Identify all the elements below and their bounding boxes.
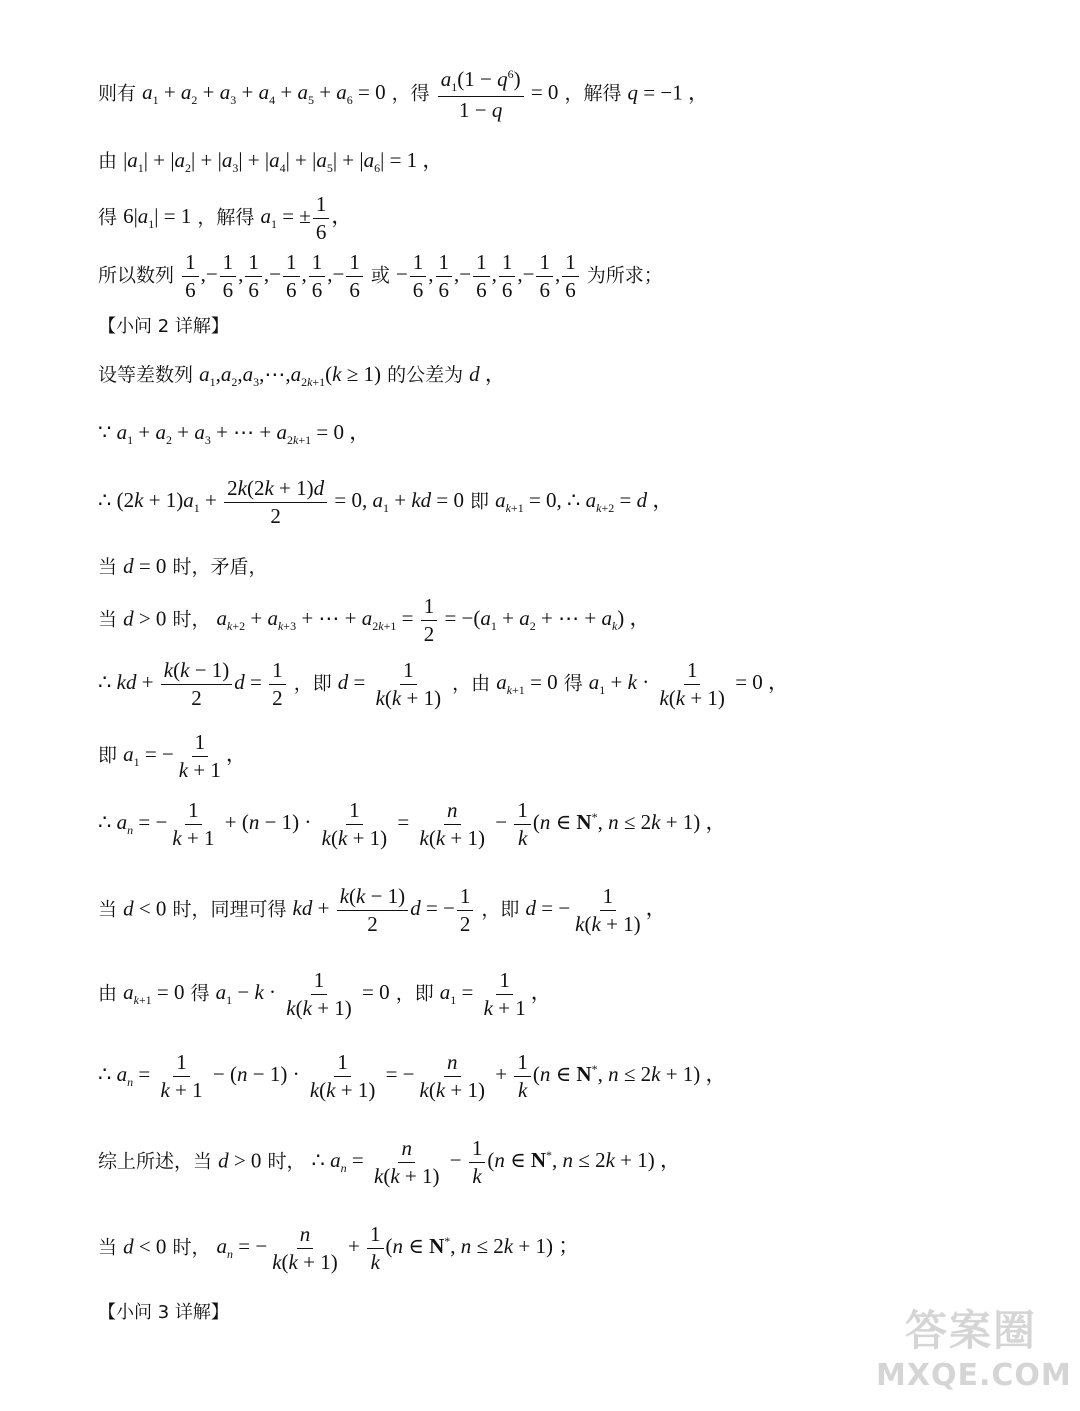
- math-expr: $a_{k+2} + a_{k+3}$ + ⋯ + $a_{2k+1}$ = $\frac{1}{2}$ = $-(a_1 + a_2$ + ⋯ + $a_k$) ，: [216, 594, 651, 646]
- math-expr: ∴ $a_n$ = $\frac{n}{k(k + 1)}$ − $\frac{1}{k}$ (n ∈ N*, n ≤ 2k + 1) ，: [311, 1136, 681, 1188]
- math-expr: d > 0: [123, 606, 167, 631]
- line-5: 设等差数列 $a_1,a_2,a_3,\cdots,a_{2k+1}(k \ge 1)$ 的公差为 d ，: [98, 362, 506, 389]
- math-expr: $a_n$ = − $\frac{n}{k(k + 1)}$ + $\frac{1}{k}$ (n ∈ N*, n ≤ 2k + 1) ；: [216, 1222, 580, 1274]
- math-expr: ∴ $a_n$ = − $\frac{1}{k + 1}$ + (n − 1) · $\frac{1}{k(k + 1)}$ = $\frac{n}{k(k + 1)}$ − $\frac{1}{k}$ (n ∈ N*, n ≤ 2k + 1) ，: [98, 798, 727, 850]
- math-expr: $a_1$ = $\frac{1}{k + 1}$ ，: [439, 968, 552, 1020]
- math-expr: ∴ $(2k + 1)a_1$ + $\frac{2k(2k + 1)d}{2}$ = 0, $a_1$ + kd = 0: [98, 476, 464, 528]
- line-4: 所以数列 $\frac{1}{6}$ ,− $\frac{1}{6}$ , $\frac{1}{6}$ ,− $\frac{1}{6}$ , $\frac{1}{6}$ ,− $\frac{1}{6}$ 或 − $\frac{1}{6}$ , $\frac{1}{6}$ ,− $\frac{1}{6}$ , $\frac{1}{6}$ ,− $\frac{1}{6}$ , $\frac{1}{6}$ 为所求；: [98, 250, 663, 302]
- math-expr: d = − $\frac{1}{k(k + 1)}$ ，: [525, 884, 667, 936]
- math-expr: ∵ $a_1 + a_2 + a_3$ + ⋯ + $a_{2k+1} = 0$ ，: [98, 420, 371, 447]
- line-15: 由 $a_{k+1} = 0$ 得 $a_1 - k$ · $\frac{1}{k(k + 1)}$ = 0 ，即 $a_1$ = $\frac{1}{k + 1}$ ，: [98, 968, 552, 1020]
- math-expr: $a_1 + k$ · $\frac{1}{k(k + 1)}$ = 0 ，: [588, 658, 790, 710]
- math-expr: d < 0: [123, 896, 167, 921]
- math-expr: $|a_1| + |a_2| + |a_3| + |a_4| + |a_5| + |a_6| = 1$ ，: [123, 148, 444, 175]
- watermark-bottom-text: MXQE.COM: [876, 1358, 1072, 1393]
- line-6: [98, 422, 370, 446]
- section-heading-3: 【小问 3 详解】: [98, 1302, 229, 1323]
- watermark-logo: [876, 1298, 1072, 1403]
- math-expr: d > 0: [218, 1148, 262, 1173]
- math-expr: d < 0: [123, 1234, 167, 1259]
- math-expr: $\frac{1}{6}$ ,− $\frac{1}{6}$ , $\frac{1}{6}$ ,− $\frac{1}{6}$ , $\frac{1}{6}$ ,− $\frac{1}{6}$: [180, 262, 365, 286]
- line-18: 当 d < 0 时， $a_n$ = − $\frac{n}{k(k + 1)}$ + $\frac{1}{k}$ (n ∈ N*, n ≤ 2k + 1) ；: [98, 1222, 580, 1274]
- math-expr: $a_1,a_2,a_3,\cdots,a_{2k+1}(k \ge 1)$: [199, 362, 382, 389]
- line-12: 即 $a_1$ = − $\frac{1}{k + 1}$ ，: [98, 730, 247, 782]
- line-14: 当 d < 0 时，同理可得 kd + $\frac{k(k - 1)}{2}$ d = − $\frac{1}{2}$ ，即 d = − $\frac{1}{k(k + 1)}$ ，: [98, 884, 667, 936]
- math-expr: $a_1$ = ± $\frac{1}{6}$ ，: [260, 192, 353, 244]
- line-11: ∴ kd + $\frac{k(k - 1)}{2}$ d = $\frac{1}{2}$ ，即 d = $\frac{1}{k(k + 1)}$ ，由 $a_{k+1} = 0$ 得 $a_1 + k$ · $\frac{1}{k(k + 1)}$ = 0 ，: [98, 658, 790, 710]
- line-3: 得 $6|a_1| = 1$ ，解得 $a_1$ = ± $\frac{1}{6}$ ，: [98, 192, 353, 244]
- math-expr: d = 0: [123, 554, 167, 578]
- line-2: 由 $|a_1| + |a_2| + |a_3| + |a_4| + |a_5| + |a_6| = 1$ ，: [98, 148, 444, 175]
- line-17: 综上所述，当 d > 0 时， ∴ $a_n$ = $\frac{n}{k(k + 1)}$ − $\frac{1}{k}$ (n ∈ N*, n ≤ 2k + 1) ，: [98, 1136, 681, 1188]
- math-expr: $a_1 - k$ · $\frac{1}{k(k + 1)}$ = 0: [215, 968, 390, 1020]
- line-7: ∴ $(2k + 1)a_1$ + $\frac{2k(2k + 1)d}{2}$ = 0, $a_1$ + kd = 0 即 $a_{k+1} = 0$, ∴ $a_{k+2} = d$ ，: [98, 476, 674, 528]
- line-9: 当 d = 0 时，矛盾，: [98, 554, 268, 578]
- math-expr: $6|a_1| = 1$: [123, 204, 192, 232]
- math-expr: $a_{k+1} = 0$: [496, 670, 558, 698]
- math-expr: − $\frac{1}{6}$ , $\frac{1}{6}$ ,− $\frac{1}{6}$ , $\frac{1}{6}$ ,− $\frac{1}{6}$ , $\frac{1}{6}$: [396, 262, 581, 286]
- math-expr: d ，: [469, 362, 506, 386]
- math-expr: kd + $\frac{k(k - 1)}{2}$ d = − $\frac{1}{2}$: [293, 896, 476, 920]
- math-expr: ∴ kd + $\frac{k(k - 1)}{2}$ d = $\frac{1}{2}$: [98, 670, 288, 694]
- math-expr: q = −1 ，: [627, 80, 709, 105]
- math-expr: $\frac{a_1(1 - q^6)}{1 - q}$ = 0: [436, 80, 559, 104]
- math-expr: $a_{k+1} = 0$, ∴ $a_{k+2} = d$ ，: [495, 488, 674, 516]
- line-16: [98, 1052, 727, 1101]
- math-expr: d = $\frac{1}{k(k + 1)}$: [337, 658, 442, 710]
- watermark-top-text: 答案圈: [904, 1306, 1037, 1355]
- math-expr: $a_1 + a_2 + a_3 + a_4 + a_5 + a_6 = 0$: [142, 80, 386, 108]
- line-1: 则有 $a_1 + a_2 + a_3 + a_4 + a_5 + a_6 = 0$ ，得 $\frac{a_1(1 - q^6)}{1 - q}$ = 0 ，解得 q = −1 ，: [98, 67, 709, 122]
- math-expr: $a_{k+1} = 0$: [123, 980, 185, 1008]
- line-10: 当 d > 0 时， $a_{k+2} + a_{k+3}$ + ⋯ + $a_{2k+1}$ = $\frac{1}{2}$ = $-(a_1 + a_2$ + ⋯ + $a_k$) ，: [98, 594, 651, 646]
- math-expr: ∴ $a_n$ = $\frac{1}{k + 1}$ − (n − 1) · $\frac{1}{k(k + 1)}$ = − $\frac{n}{k(k + 1)}$ + $\frac{1}{k}$ (n ∈ N*, n ≤ 2k + 1) ，: [98, 1050, 727, 1102]
- math-expr: $a_1$ = − $\frac{1}{k + 1}$ ，: [123, 730, 247, 782]
- line-13: [98, 800, 727, 849]
- section-heading-2: 【小问 2 详解】: [98, 316, 229, 337]
